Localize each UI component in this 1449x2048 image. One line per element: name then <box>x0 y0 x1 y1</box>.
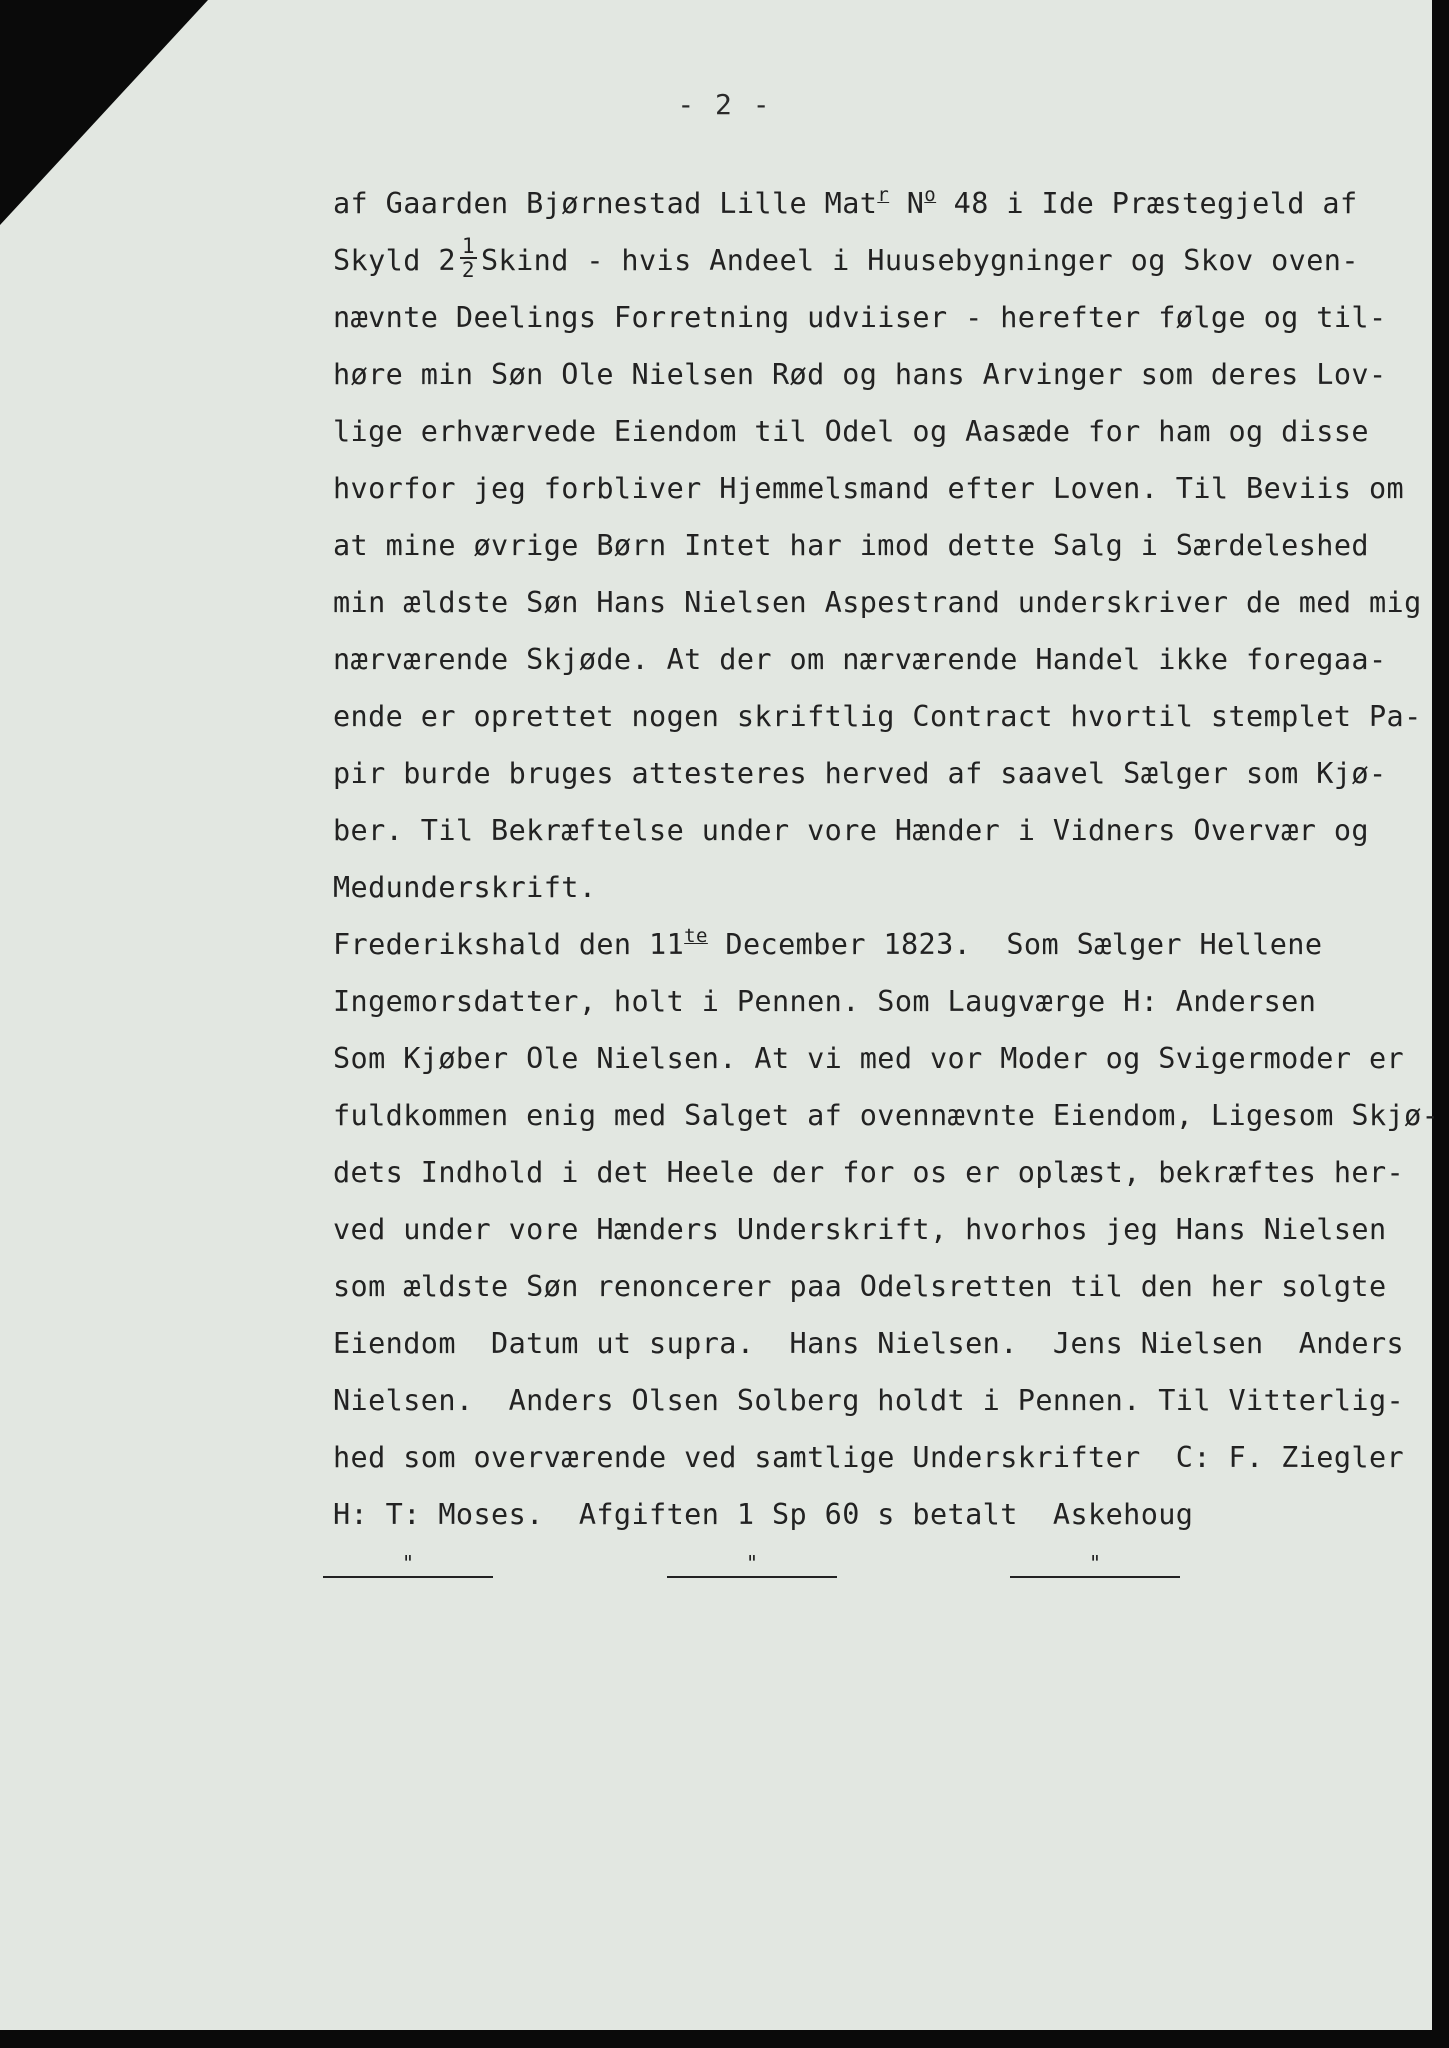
signature-line-1: " <box>323 1550 493 1578</box>
text-line-19: ved under vore Hænders Underskrift, hvorhos jeg Hans Nielsen <box>333 1213 1387 1246</box>
text-line-23: hed som overværende ved samtlige Underskrifter C: F. Ziegler <box>333 1441 1405 1474</box>
text-line-5: lige erhværvede Eiendom til Odel og Aasæde for ham og disse <box>333 415 1369 448</box>
text-line-11: pir burde bruges attesteres herved af saavel Sælger som Kjø- <box>333 757 1387 790</box>
line-1-mid: N <box>889 187 925 220</box>
text-line-15: Ingemorsdatter, holt i Pennen. Som Laugværge H: Andersen <box>333 985 1317 1018</box>
text-line-14 <box>333 916 1413 973</box>
signature-lines <box>0 1550 1449 1590</box>
signature-line-2: " <box>667 1550 837 1578</box>
text-line-3: nævnte Deelings Forretning udviiser - herefter følge og til- <box>333 301 1387 334</box>
text-line-7: at mine øvrige Børn Intet har imod dette Salg i Særdeleshed <box>333 529 1369 562</box>
line-14-start: Frederikshald den 11 <box>333 928 685 961</box>
line-1-start: af Gaarden Bjørnestad Lille Mat <box>333 187 878 220</box>
text-line-18: dets Indhold i det Heele der for os er oplæst, bekræftes her- <box>333 1156 1405 1189</box>
text-line-24: H: T: Moses. Afgiften 1 Sp 60 s betalt Askehoug <box>333 1498 1194 1531</box>
superscript-o: o <box>924 184 937 206</box>
signature-line-3: " <box>1010 1550 1180 1578</box>
text-line-2 <box>333 232 1413 289</box>
fraction-half <box>460 235 477 281</box>
line-14-end: December 1823. Som Sælger Hellene <box>707 928 1323 961</box>
line-1-end: 48 i Ide Præstegjeld af <box>936 187 1358 220</box>
document-body <box>333 175 1440 1543</box>
text-line-10: ende er oprettet nogen skriftlig Contract hvortil stemplet Pa- <box>333 700 1422 733</box>
line-2-start: Skyld 2 <box>333 244 456 277</box>
text-line-9: nærværende Skjøde. At der om nærværende Handel ikke foregaa- <box>333 643 1387 676</box>
fraction-numerator: 1 <box>461 234 475 258</box>
text-line-4: høre min Søn Ole Nielsen Rød og hans Arvinger som deres Lov- <box>333 358 1387 391</box>
text-line-6: hvorfor jeg forbliver Hjemmelsmand efter Loven. Til Beviis om <box>333 472 1405 505</box>
text-line-16: Som Kjøber Ole Nielsen. At vi med vor Moder og Svigermoder er <box>333 1042 1405 1075</box>
text-line-1 <box>333 175 1413 232</box>
text-line-17: fuldkommen enig med Salget af ovennævnte Eiendom, Ligesom Skjø- <box>333 1099 1440 1132</box>
text-line-8: min ældste Søn Hans Nielsen Aspestrand underskriver de med mig <box>333 586 1422 619</box>
superscript-r: r <box>877 184 890 206</box>
text-line-13: Medunderskrift. <box>333 871 597 904</box>
fraction-denominator: 2 <box>461 258 475 282</box>
text-line-21: Eiendom Datum ut supra. Hans Nielsen. Jens Nielsen Anders <box>333 1327 1405 1360</box>
text-line-12: ber. Til Bekræftelse under vore Hænder i Vidners Overvær og <box>333 814 1369 847</box>
page-number: - 2 - <box>677 88 772 121</box>
text-line-20: som ældste Søn renoncerer paa Odelsretten til den her solgte <box>333 1270 1387 1303</box>
line-2-end: Skind - hvis Andeel i Huusebygninger og Skov oven- <box>480 244 1359 277</box>
text-line-22: Nielsen. Anders Olsen Solberg holdt i Pennen. Til Vitterlig- <box>333 1384 1405 1417</box>
superscript-te: te <box>684 925 708 947</box>
